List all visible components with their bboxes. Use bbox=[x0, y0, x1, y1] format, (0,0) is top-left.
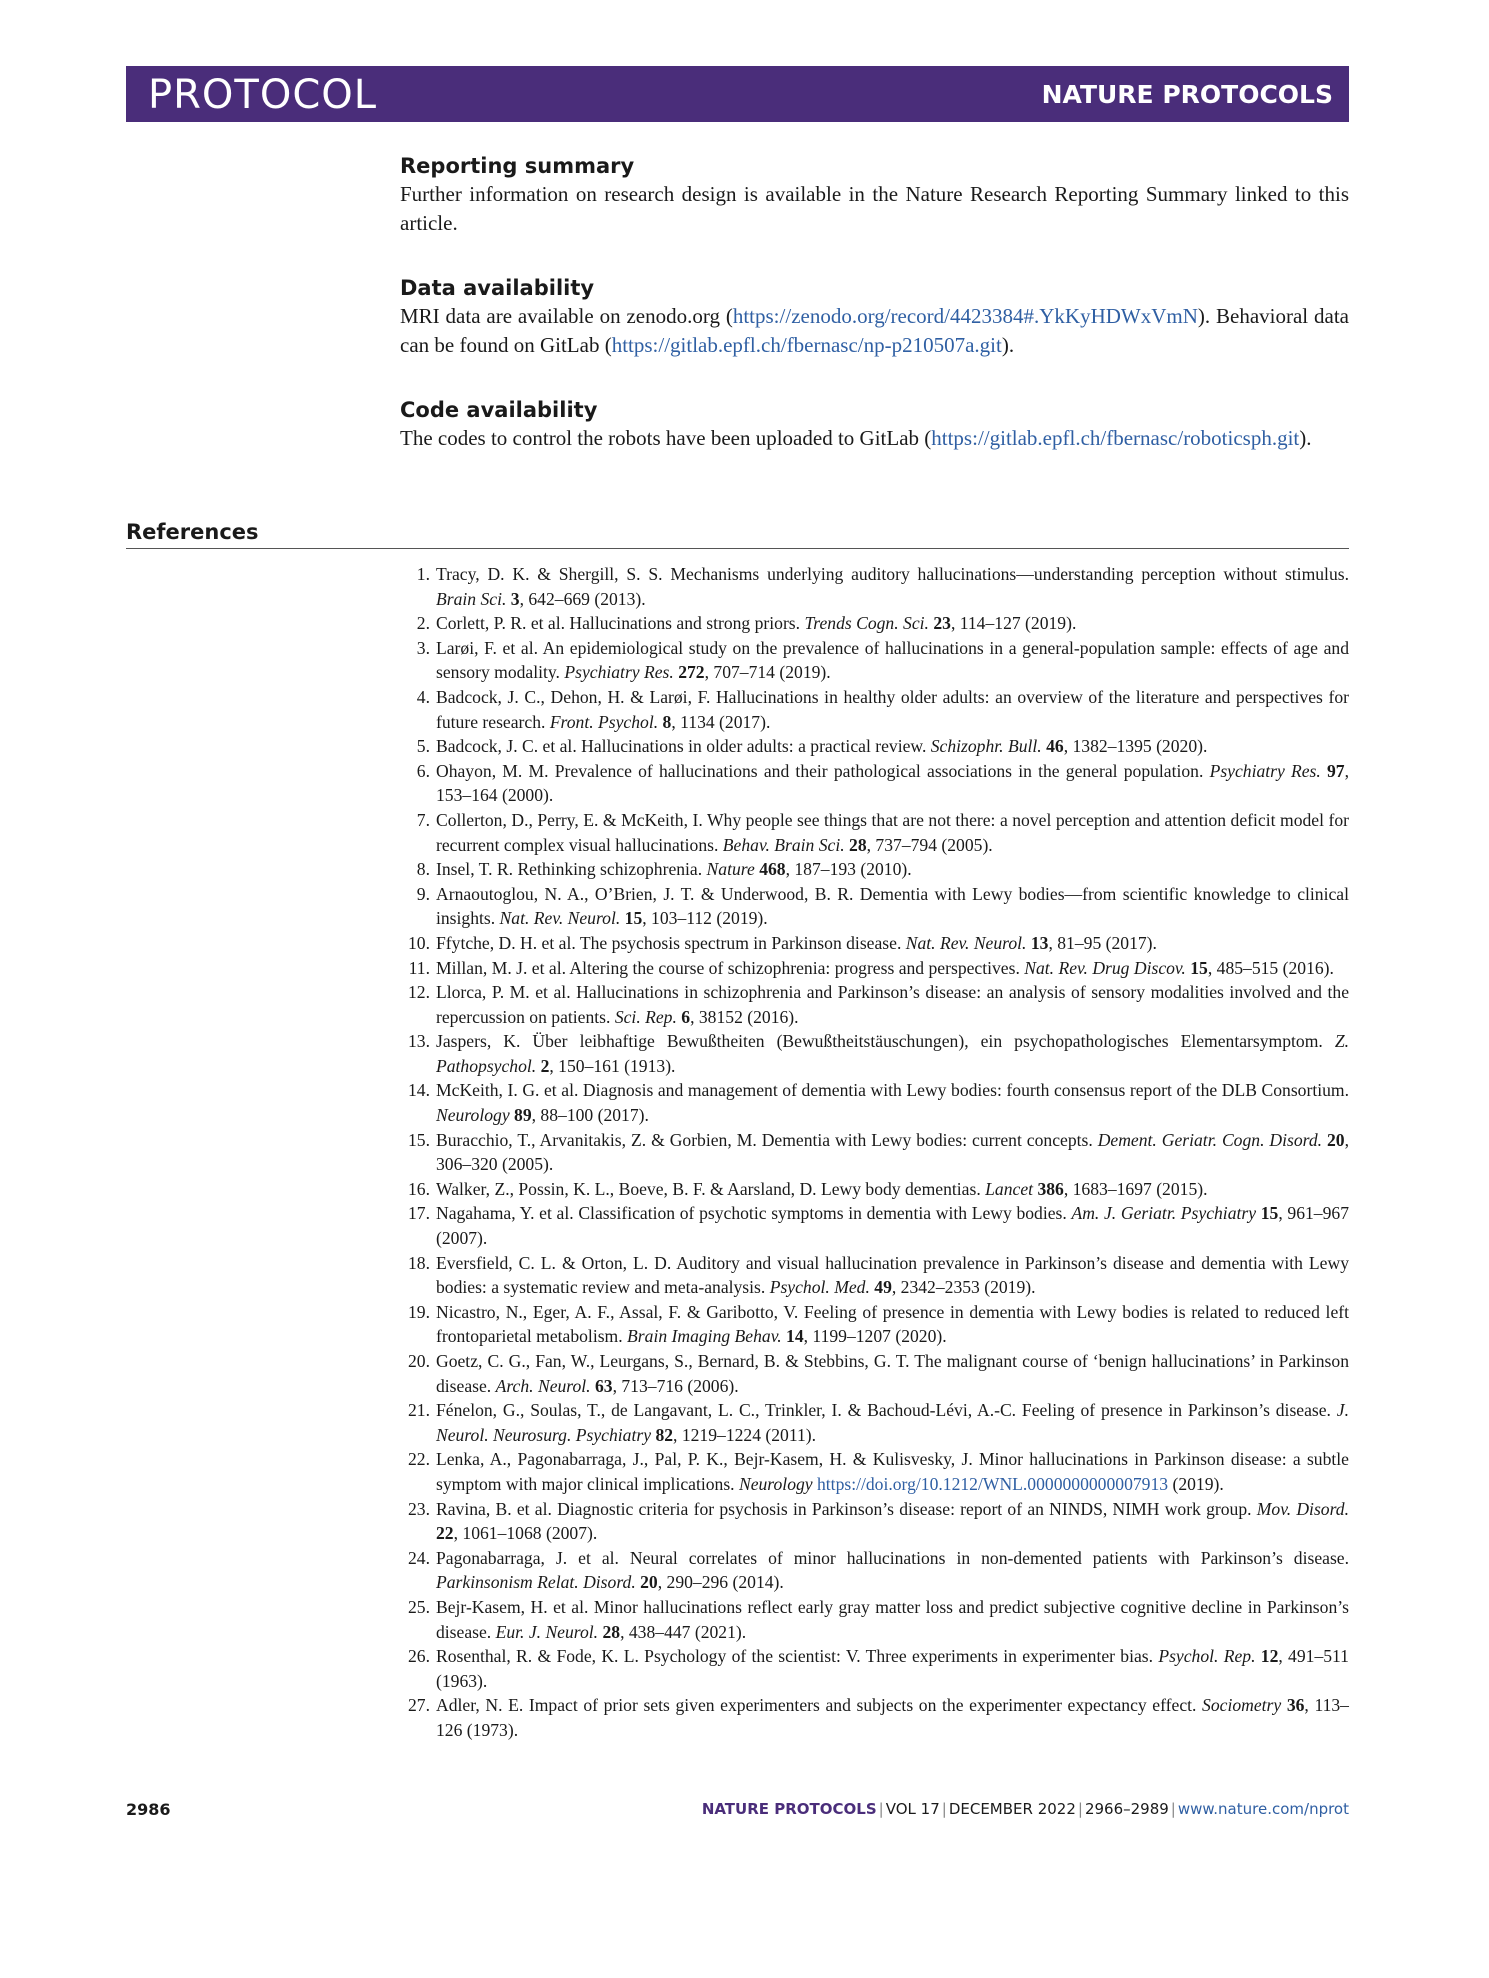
reference-pages-year: , 1219–1224 (2011). bbox=[673, 1424, 817, 1445]
reference-authors-title: Badcock, J. C. et al. Hallucinations in older adults: a practical review. bbox=[436, 736, 931, 757]
reference-authors-title: Ohayon, M. M. Prevalence of hallucinations and their pathological associations in the general population. bbox=[436, 760, 1210, 781]
reference-pages-year: , 1199–1207 (2020). bbox=[803, 1326, 947, 1347]
text-fragment: ). bbox=[1299, 426, 1312, 450]
reference-number: 3. bbox=[416, 637, 430, 658]
reference-volume: 82 bbox=[655, 1424, 674, 1445]
footer-pages: 2966–2989 bbox=[1084, 1800, 1169, 1818]
reference-item bbox=[400, 562, 1349, 611]
reference-journal: Sci. Rep. bbox=[614, 1006, 677, 1027]
footer-date: DECEMBER 2022 bbox=[948, 1800, 1076, 1818]
reference-pages-year: , 1382–1395 (2020). bbox=[1063, 736, 1208, 757]
reference-volume: 23 bbox=[933, 613, 951, 634]
reference-authors-title: Nicastro, N., Eger, A. F., Assal, F. & Garibotto, V. Feeling of presence in dementia with Lewy bodies is related to reduced left frontoparietal metabolism. bbox=[436, 1301, 1349, 1347]
reference-pages-year: , 38152 (2016). bbox=[690, 1006, 799, 1027]
reference-authors-title: Badcock, J. C., Dehon, H. & Larøi, F. Hallucinations in healthy older adults: an overview of the literature and perspectives for future research. bbox=[436, 686, 1349, 732]
reference-number: 10. bbox=[408, 932, 430, 953]
reference-authors-title: Lenka, A., Pagonabarraga, J., Pal, P. K., Bejr-Kasem, H. & Kulisvesky, J. Minor hallucinations in Parkinson disease: a subtle symptom with major clinical implications. bbox=[436, 1449, 1349, 1494]
reference-authors-title: Jaspers, K. Über leibhaftige Bewußtheiten (Bewußtheitstäuschungen), ein psychopathologisches Elementarsymptom. bbox=[436, 1031, 1335, 1052]
reference-journal: Mov. Disord. bbox=[1256, 1498, 1349, 1519]
reference-pages-year: , 114–127 (2019). bbox=[950, 613, 1077, 634]
reference-authors-title: Goetz, C. G., Fan, W., Leurgans, S., Bernard, B. & Stebbins, G. T. The malignant course of ‘benign hallucinations’ in Parkinson disease. bbox=[436, 1351, 1349, 1396]
reference-journal: Z. Pathopsychol. bbox=[436, 1031, 1349, 1076]
reference-volume: 46 bbox=[1046, 736, 1064, 757]
reference-number: 16. bbox=[408, 1178, 430, 1199]
reference-volume: 97 bbox=[1327, 760, 1345, 781]
article-type-label: PROTOCOL bbox=[148, 72, 378, 118]
reference-text bbox=[436, 933, 1157, 953]
reference-text bbox=[436, 1351, 1349, 1396]
reference-number: 11. bbox=[408, 957, 430, 978]
reference-item bbox=[400, 1595, 1349, 1644]
reference-authors-title: Eversfield, C. L. & Orton, L. D. Auditory and visual hallucination prevalence in Parkinson’s disease and dementia with Lewy bodies: a systematic review and meta-analysis. bbox=[436, 1252, 1349, 1298]
reference-volume: 6 bbox=[681, 1006, 691, 1027]
reference-item bbox=[400, 1349, 1349, 1398]
reference-volume: 63 bbox=[594, 1375, 613, 1396]
reference-number: 6. bbox=[416, 760, 430, 781]
reference-volume: 14 bbox=[786, 1326, 804, 1347]
reference-item bbox=[400, 636, 1349, 685]
reference-text bbox=[436, 1646, 1349, 1691]
reference-number: 21. bbox=[408, 1400, 430, 1421]
reference-journal: Arch. Neurol. bbox=[495, 1375, 591, 1396]
reference-item bbox=[400, 685, 1349, 734]
reference-journal: Parkinsonism Relat. Disord. bbox=[436, 1572, 636, 1593]
zenodo-link[interactable]: https://zenodo.org/record/4423384#.YkKyHDWxVmN bbox=[732, 304, 1198, 328]
reference-text bbox=[436, 1203, 1349, 1248]
reference-authors-title: Buracchio, T., Arvanitakis, Z. & Gorbien, M. Dementia with Lewy bodies: current concepts. bbox=[436, 1129, 1098, 1150]
reference-pages-year: , 713–716 (2006). bbox=[612, 1375, 739, 1396]
reference-text bbox=[436, 1695, 1349, 1740]
reference-volume: 15 bbox=[624, 908, 643, 929]
reference-number: 20. bbox=[408, 1351, 430, 1371]
reference-journal: Neurology bbox=[738, 1473, 813, 1494]
reference-pages-year: , 438–447 (2021). bbox=[620, 1621, 747, 1642]
reference-item bbox=[400, 1546, 1349, 1595]
reference-item bbox=[400, 857, 1349, 882]
reference-text bbox=[436, 613, 1076, 633]
reporting-summary-section bbox=[400, 152, 1349, 238]
reference-item bbox=[400, 1644, 1349, 1693]
reference-item bbox=[400, 808, 1349, 857]
reference-authors-title: Corlett, P. R. et al. Hallucinations and strong priors. bbox=[436, 613, 805, 634]
reference-pages-year: , 485–515 (2016). bbox=[1207, 957, 1334, 978]
reference-authors-title: Tracy, D. K. & Shergill, S. S. Mechanisms underlying auditory hallucinations—understanding perception without stimulus. bbox=[436, 564, 1349, 584]
reference-number: 24. bbox=[408, 1547, 430, 1568]
reference-item bbox=[400, 734, 1349, 759]
code-availability-section bbox=[400, 396, 1349, 453]
reference-journal: J. Neurol. Neurosurg. Psychiatry bbox=[436, 1400, 1349, 1445]
reference-number: 13. bbox=[408, 1031, 430, 1052]
footer-journal: NATURE PROTOCOLS bbox=[701, 1800, 877, 1818]
reference-journal: Psychiatry Res. bbox=[1209, 760, 1321, 781]
reference-text bbox=[436, 1179, 1208, 1199]
reference-item bbox=[400, 1497, 1349, 1546]
reference-number: 27. bbox=[408, 1695, 430, 1716]
reference-journal: Schizophr. Bull. bbox=[930, 736, 1042, 757]
reference-number: 14. bbox=[408, 1080, 430, 1101]
reference-text bbox=[436, 982, 1349, 1027]
reference-pages-year: (2019). bbox=[1168, 1473, 1224, 1494]
reference-journal: Am. J. Geriatr. Psychiatry bbox=[1071, 1203, 1257, 1224]
reference-text bbox=[436, 1499, 1349, 1544]
reference-item bbox=[400, 1447, 1349, 1496]
reference-text bbox=[436, 761, 1349, 806]
reference-journal: Psychiatry Res. bbox=[564, 662, 674, 683]
reference-number: 18. bbox=[408, 1252, 430, 1273]
reference-pages-year: , 306–320 (2005). bbox=[436, 1129, 1349, 1175]
reference-pages-year: , 1683–1697 (2015). bbox=[1063, 1178, 1208, 1199]
reference-pages-year: , 153–164 (2000). bbox=[436, 760, 1349, 806]
gitlab-code-link[interactable]: https://gitlab.epfl.ch/fbernasc/roboticsph.git bbox=[931, 426, 1300, 450]
text-fragment: ). bbox=[1001, 333, 1015, 357]
reference-pages-year: , 707–714 (2019). bbox=[704, 662, 831, 683]
header-banner bbox=[126, 66, 1349, 122]
reporting-summary-heading: Reporting summary bbox=[400, 154, 635, 178]
reference-pages-year: , 290–296 (2014). bbox=[657, 1572, 784, 1593]
reference-journal: Behav. Brain Sci. bbox=[722, 834, 845, 855]
reference-item bbox=[400, 1078, 1349, 1127]
reference-item bbox=[400, 611, 1349, 636]
text-fragment: MRI data are available on zenodo.org ( bbox=[400, 304, 733, 328]
reference-authors-title: Fénelon, G., Soulas, T., de Langavant, L. C., Trinkler, I. & Bachoud-Lévi, A.-C. Feeling of presence in Parkinson’s disease. bbox=[436, 1400, 1337, 1421]
reference-authors-title: Pagonabarraga, J. et al. Neural correlates of minor hallucinations in non-demented patients with Parkinson’s disease. bbox=[436, 1547, 1349, 1568]
reference-number: 19. bbox=[408, 1301, 430, 1322]
reference-pages-year: , 961–967 (2007). bbox=[436, 1203, 1349, 1249]
reference-journal: Nat. Rev. Drug Discov. bbox=[1024, 957, 1186, 978]
reference-authors-title: Llorca, P. M. et al. Hallucinations in schizophrenia and Parkinson’s disease: an analysis of sensory modalities involved and the repercussion on patients. bbox=[436, 982, 1349, 1027]
reference-authors-title: Insel, T. R. Rethinking schizophrenia. bbox=[436, 859, 707, 880]
reference-number: 4. bbox=[416, 686, 430, 707]
footer-url[interactable]: www.nature.com/nprot bbox=[1177, 1800, 1349, 1818]
reference-volume: 386 bbox=[1037, 1178, 1064, 1199]
reference-volume: 36 bbox=[1286, 1695, 1305, 1716]
gitlab-data-link[interactable]: https://gitlab.epfl.ch/fbernasc/np-p210507a.git bbox=[611, 333, 1002, 357]
reference-authors-title: Walker, Z., Possin, K. L., Boeve, B. F. & Aarsland, D. Lewy body dementias. bbox=[436, 1178, 986, 1199]
reference-journal: Sociometry bbox=[1202, 1695, 1282, 1716]
reference-volume: 2 bbox=[540, 1055, 550, 1076]
reference-volume: 89 bbox=[514, 1105, 532, 1126]
reference-item bbox=[400, 1201, 1349, 1250]
reference-text bbox=[436, 1253, 1349, 1298]
reference-item bbox=[400, 759, 1349, 808]
reference-number: 12. bbox=[408, 982, 430, 1003]
reference-pages-year: , 1134 (2017). bbox=[671, 711, 771, 732]
reference-item bbox=[400, 956, 1349, 981]
reference-journal: Trends Cogn. Sci. bbox=[804, 613, 929, 634]
reference-number: 17. bbox=[408, 1203, 430, 1224]
reference-volume: 13 bbox=[1030, 932, 1049, 953]
text-fragment: The codes to control the robots have been uploaded to GitLab ( bbox=[400, 426, 932, 450]
reference-text bbox=[436, 1130, 1349, 1175]
reference-journal: Brain Sci. bbox=[436, 588, 507, 609]
reference-pages-year: , 2342–2353 (2019). bbox=[891, 1277, 1036, 1298]
reference-text bbox=[436, 1031, 1349, 1076]
reference-pages-year: , 88–100 (2017). bbox=[531, 1105, 649, 1126]
reference-list bbox=[400, 562, 1349, 1743]
reference-journal: Neurology bbox=[436, 1105, 510, 1126]
data-availability-heading: Data availability bbox=[400, 276, 595, 300]
footer-volume: VOL 17 bbox=[885, 1800, 940, 1818]
data-availability-text bbox=[400, 302, 1349, 360]
reference-text bbox=[436, 1449, 1349, 1494]
reference-authors-title: Millan, M. J. et al. Altering the course of schizophrenia: progress and perspectives. bbox=[436, 957, 1025, 978]
reference-item bbox=[400, 1300, 1349, 1349]
reference-text bbox=[436, 1080, 1349, 1125]
reference-journal: Nat. Rev. Neurol. bbox=[905, 932, 1027, 953]
reference-text bbox=[436, 638, 1349, 683]
reference-authors-title: Bejr-Kasem, H. et al. Minor hallucinations reflect early gray matter loss and predict subjective cognitive decline in Parkinson’s disease. bbox=[436, 1596, 1349, 1642]
reference-journal: Nat. Rev. Neurol. bbox=[499, 908, 621, 929]
reporting-summary-text: Further information on research design is available in the Nature Research Reporting Summary linked to this article. bbox=[400, 182, 1349, 235]
page-number: 2986 bbox=[126, 1800, 171, 1819]
reference-pages-year: , 642–669 (2013). bbox=[519, 588, 646, 609]
reference-volume: 28 bbox=[602, 1621, 621, 1642]
reference-journal: Lancet bbox=[985, 1178, 1034, 1199]
reference-volume: 272 bbox=[678, 662, 705, 683]
footer-citation: NATURE PROTOCOLS | VOL 17 | DECEMBER 2022 | 2966–2989 | www.nature.com/nprot bbox=[701, 1800, 1349, 1818]
reference-journal: Brain Imaging Behav. bbox=[627, 1326, 782, 1347]
data-availability-section bbox=[400, 274, 1349, 360]
reference-journal: Psychol. Rep. bbox=[1158, 1646, 1256, 1667]
reference-text bbox=[436, 736, 1207, 756]
reference-number: 7. bbox=[416, 809, 430, 830]
reference-text bbox=[436, 1302, 1349, 1347]
references-heading: References bbox=[126, 518, 1349, 549]
reference-number: 5. bbox=[416, 736, 430, 757]
reference-authors-title: Larøi, F. et al. An epidemiological study on the prevalence of hallucinations in a general-population sample: effects of age and sensory modality. bbox=[436, 637, 1349, 683]
reference-text bbox=[436, 810, 1349, 855]
reference-item bbox=[400, 1029, 1349, 1078]
reference-number: 8. bbox=[416, 859, 430, 880]
reference-volume: 49 bbox=[874, 1277, 892, 1298]
reference-number: 22. bbox=[408, 1449, 430, 1470]
reference-text bbox=[436, 1597, 1349, 1642]
reference-pages-year: , 150–161 (1913). bbox=[549, 1055, 676, 1076]
reference-volume: 22 bbox=[436, 1523, 454, 1544]
reference-number: 25. bbox=[408, 1596, 430, 1617]
reference-volume: 20 bbox=[640, 1572, 658, 1593]
reference-volume: 15 bbox=[1190, 957, 1208, 978]
reference-item bbox=[400, 1693, 1349, 1742]
reference-volume: 8 bbox=[662, 711, 672, 732]
reference-authors-title: McKeith, I. G. et al. Diagnosis and management of dementia with Lewy bodies: fourth consensus report of the DLB Consortium. bbox=[436, 1080, 1349, 1101]
reference-authors-title: Rosenthal, R. & Fode, K. L. Psychology of the scientist: V. Three experiments in experimenter bias. bbox=[436, 1646, 1159, 1667]
reference-text bbox=[436, 859, 912, 879]
reference-text bbox=[436, 1548, 1349, 1593]
text-fragment: ). Behavioral data can be found on GitLab ( bbox=[400, 304, 1349, 357]
reference-pages-year: , 113–126 (1973). bbox=[436, 1695, 1349, 1740]
reference-authors-title: Ffytche, D. H. et al. The psychosis spectrum in Parkinson disease. bbox=[436, 932, 906, 953]
reference-authors-title: Arnaoutoglou, N. A., O’Brien, J. T. & Underwood, B. R. Dementia with Lewy bodies—from scientific knowledge to clinical insights. bbox=[436, 883, 1349, 929]
reference-text bbox=[436, 564, 1349, 609]
reference-journal: Eur. J. Neurol. bbox=[495, 1621, 599, 1642]
reference-authors-title: Ravina, B. et al. Diagnostic criteria for psychosis in Parkinson’s disease: report of an NINDS, NIMH work group. bbox=[436, 1498, 1257, 1519]
reference-authors-title: Adler, N. E. Impact of prior sets given experimenters and subjects on the experimenter expectancy effect. bbox=[436, 1695, 1203, 1716]
reference-item bbox=[400, 1398, 1349, 1447]
reference-authors-title: Collerton, D., Perry, E. & McKeith, I. Why people see things that are not there: a novel perception and attention deficit model for recurrent complex visual hallucinations. bbox=[436, 809, 1349, 855]
reference-number: 1. bbox=[416, 564, 430, 584]
reference-text bbox=[436, 1400, 1349, 1445]
journal-name: NATURE PROTOCOLS bbox=[1041, 80, 1333, 109]
reference-doi-link[interactable]: https://doi.org/10.1212/WNL.0000000000007913 bbox=[817, 1473, 1169, 1494]
reference-volume: 12 bbox=[1260, 1646, 1279, 1667]
reference-pages-year: , 103–112 (2019). bbox=[642, 908, 768, 929]
reference-volume: 3 bbox=[510, 588, 520, 609]
reference-item bbox=[400, 1128, 1349, 1177]
reference-item bbox=[400, 882, 1349, 931]
reference-volume: 468 bbox=[759, 859, 786, 880]
reference-number: 23. bbox=[408, 1498, 430, 1519]
reference-pages-year: , 1061–1068 (2007). bbox=[453, 1523, 598, 1544]
code-availability-heading: Code availability bbox=[400, 398, 598, 422]
reference-text bbox=[436, 687, 1349, 732]
reference-item bbox=[400, 931, 1349, 956]
reference-text bbox=[436, 884, 1349, 929]
reference-pages-year: , 187–193 (2010). bbox=[785, 859, 912, 880]
reference-journal: Front. Psychol. bbox=[549, 711, 659, 732]
reference-number: 26. bbox=[408, 1646, 430, 1667]
reference-journal: Dement. Geriatr. Cogn. Disord. bbox=[1097, 1129, 1323, 1150]
reference-volume: 28 bbox=[849, 834, 867, 855]
reference-item bbox=[400, 980, 1349, 1029]
reference-item bbox=[400, 1251, 1349, 1300]
reference-authors-title: Nagahama, Y. et al. Classification of psychotic symptoms in dementia with Lewy bodies. bbox=[436, 1203, 1072, 1224]
reference-pages-year: , 737–794 (2005). bbox=[866, 834, 993, 855]
code-availability-text bbox=[400, 424, 1349, 453]
reference-volume: 15 bbox=[1260, 1203, 1279, 1224]
reference-item bbox=[400, 1177, 1349, 1202]
reference-pages-year: , 81–95 (2017). bbox=[1048, 932, 1157, 953]
reference-journal: Nature bbox=[706, 859, 755, 880]
reference-volume: 20 bbox=[1327, 1129, 1345, 1150]
reference-number: 2. bbox=[416, 613, 430, 634]
reference-text bbox=[436, 958, 1334, 978]
reference-journal: Psychol. Med. bbox=[769, 1277, 870, 1298]
reference-pages-year: , 491–511 (1963). bbox=[436, 1646, 1349, 1691]
reference-number: 15. bbox=[408, 1129, 430, 1150]
reference-number: 9. bbox=[416, 883, 430, 904]
